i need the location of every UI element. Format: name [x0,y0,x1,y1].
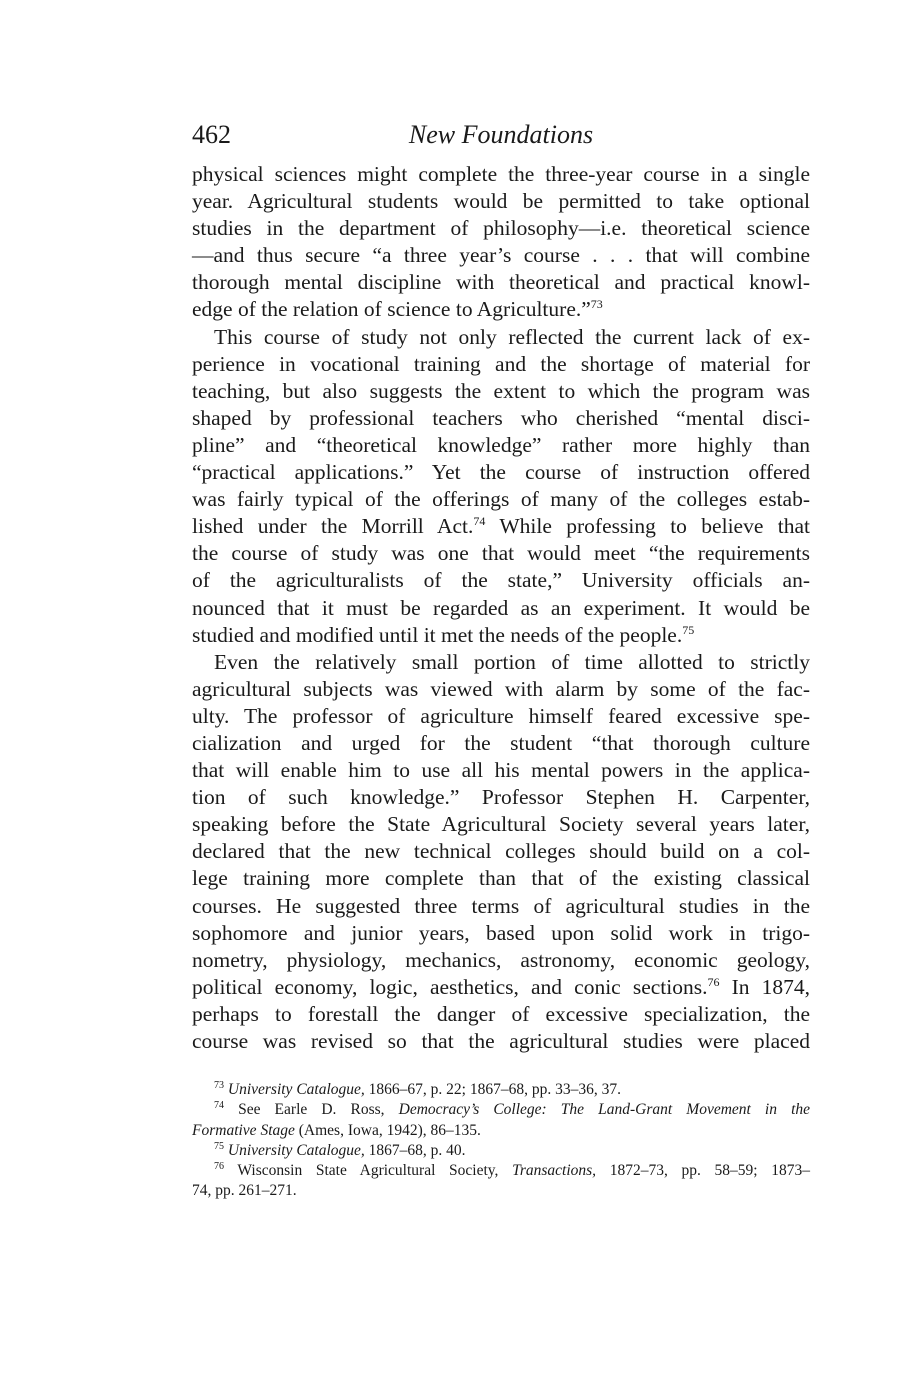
text-line [192,974,810,1001]
body-text [192,161,810,1055]
footnote-75 [192,1141,810,1161]
text-line: tion of such knowledge.” Professor Stephen H. Carpenter, [192,785,810,810]
cited-title: University Catalogue, [227,1141,365,1159]
footnote-number: 75 [214,1140,224,1152]
footnote-text: 1867–68, p. 40. [364,1141,466,1159]
text-line [192,296,810,323]
text-line: that will enable him to use all his mental powers in the applica- [192,758,810,783]
text-line: physical sciences might complete the three-year course in a single [192,162,810,186]
footnote-number: 76 [214,1161,224,1173]
text-line: speaking before the State Agricultural Society several years later, [192,812,810,837]
text-line: —and thus secure “a three year’s course . . . that will combine [192,243,810,268]
footnote-text: 1866–67, p. 22; 1867–68, pp. 33–36, 37. [364,1081,621,1098]
text-segment: In 1874, [719,974,810,999]
footnote-number: 74 [214,1100,224,1112]
page-header [192,118,810,152]
footnote-text: (Ames, Iowa, 1942), 86–135. [294,1121,481,1139]
text-segment: While professing to believe that [485,514,810,539]
text-line: lege training more complete than that of the existing classical [192,866,810,891]
text-line: courses. He suggested three terms of agricultural studies in the [192,893,810,918]
footnote-73 [192,1080,810,1100]
footnote-74 [192,1100,810,1120]
text-line: sophomore and junior years, based upon solid work in trigo- [192,920,810,945]
text-line: nounced that it must be regarded as an experiment. It would be [192,595,810,620]
text-line: perience in vocational training and the shortage of material for [192,351,810,376]
text-segment: edge of the relation of science to Agriculture.” [192,297,591,322]
text-line [192,513,810,540]
footnote-ref: 76 [707,974,720,989]
text-line: This course of study not only reflected the current lack of ex- [214,324,810,349]
page-number: 462 [192,120,231,149]
footnote-number: 73 [214,1080,224,1091]
text-line: studies in the department of philosophy—i.e. theoretical science [192,216,810,241]
cited-title: Transactions, [512,1162,597,1180]
text-line: agricultural subjects was viewed with alarm by some of the fac- [192,676,810,701]
text-line: the course of study was one that would meet “the requirements [192,541,810,566]
text-line: of the agriculturalists of the state,” University officials an- [192,568,810,593]
footnote-text: Wisconsin State Agricultural Society, [237,1162,513,1180]
text-line: declared that the new technical colleges should build on a col- [192,839,810,864]
footnote-text: 1872–73, pp. 58–59; 1873– [596,1162,810,1180]
running-title: New Foundations [408,120,594,149]
cited-title: University Catalogue, [227,1081,365,1098]
footnote-76-cont: 74, pp. 261–271. [192,1182,297,1200]
text-line: nometry, physiology, mechanics, astronomy, economic geology, [192,947,810,972]
footnote-76 [192,1161,810,1181]
text-line: year. Agricultural students would be permitted to take optional [192,189,810,214]
cited-title: Formative Stage [192,1121,295,1139]
text-line: Even the relatively small portion of time allotted to strictly [214,649,810,674]
text-line: course was revised so that the agricultural studies were placed [192,1029,810,1053]
text-line: cialization and urged for the student “that thorough culture [192,730,810,755]
text-segment: lished under the Morrill Act. [192,514,474,539]
text-line [192,622,810,649]
text-line: was fairly typical of the offerings of many of the colleges estab- [192,487,810,512]
footnotes [192,1080,810,1202]
footnote-ref: 75 [682,622,695,637]
text-line: thorough mental discipline with theoretical and practical knowl- [192,270,810,295]
text-line: “practical applications.” Yet the course of instruction offered [192,460,810,485]
text-segment: studied and modified until it met the needs of the people. [192,622,683,647]
footnote-text: See Earle D. Ross, [238,1101,399,1119]
text-line: ulty. The professor of agriculture himself feared excessive spe- [192,703,810,728]
footnote-ref: 73 [590,297,603,312]
text-line: pline” and “theoretical knowledge” rather more highly than [192,432,810,457]
text-line: teaching, but also suggests the extent to which the program was [192,378,810,403]
cited-title: Democracy’s College: The Land-Grant Movement in the [398,1101,811,1119]
text-line: shaped by professional teachers who cherished “mental disci- [192,405,810,430]
text-segment: political economy, logic, aesthetics, and conic sections. [192,974,708,999]
footnote-ref: 74 [473,514,486,529]
text-line: perhaps to forestall the danger of excessive specialization, the [192,1001,810,1026]
footnote-74-cont [192,1121,810,1141]
